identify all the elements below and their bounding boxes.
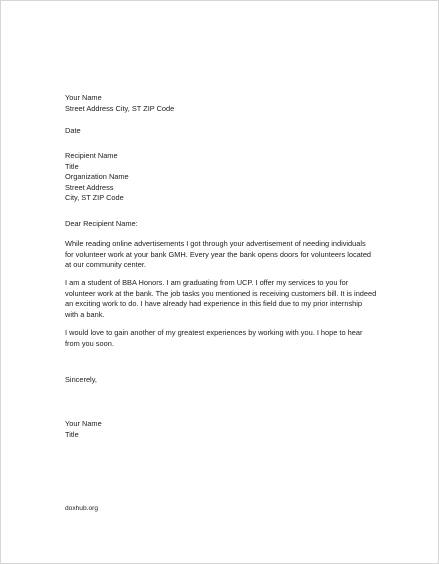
signature-block [65, 419, 385, 440]
recipient-city: City, ST ZIP Code [65, 193, 124, 203]
letter-date: Date [65, 126, 81, 135]
footer-block [65, 504, 385, 515]
sender-name: Your Name [65, 93, 102, 102]
body-line: from you soon. [65, 338, 114, 348]
body-paragraph-2 [65, 278, 385, 320]
body-line: for volunteer work at your bank GMH. Every year the bank opens doors for volunteers located [65, 249, 372, 259]
sender-block [65, 93, 385, 114]
body-line: While reading online advertisements I got through your advertisement of needing individuals [65, 239, 366, 248]
signature-title: Title [65, 429, 79, 439]
closing: Sincerely, [65, 375, 97, 384]
signature-name: Your Name [65, 419, 102, 428]
recipient-title: Title [65, 161, 79, 171]
body-line: I would love to gain another of my greatest experiences by working with you. I hope to hear [65, 328, 363, 337]
recipient-organization: Organization Name [65, 172, 129, 182]
recipient-street: Street Address [65, 182, 114, 192]
recipient-block [65, 151, 385, 204]
salutation: Dear Recipient Name: [65, 219, 138, 228]
recipient-name: Recipient Name [65, 151, 118, 160]
salutation-block [65, 219, 385, 230]
body-line: volunteer work at the bank. The job tasks you mentioned is receiving customers bill. It is indeed [65, 288, 377, 298]
body-line: at our community center. [65, 260, 146, 270]
body-paragraph-1 [65, 239, 385, 271]
footer-site: doxhub.org [65, 505, 98, 512]
body-line: with a bank. [65, 309, 105, 319]
body-line: an exciting work to do. I have already had experience in this field due to my prior internship [65, 299, 363, 309]
body-line: I am a student of BBA Honors. I am graduating from UCP. I offer my services to you for [65, 278, 349, 287]
closing-block [65, 375, 385, 386]
body-paragraph-3 [65, 328, 385, 349]
sender-address: Street Address City, ST ZIP Code [65, 103, 175, 113]
date-block [65, 126, 385, 137]
